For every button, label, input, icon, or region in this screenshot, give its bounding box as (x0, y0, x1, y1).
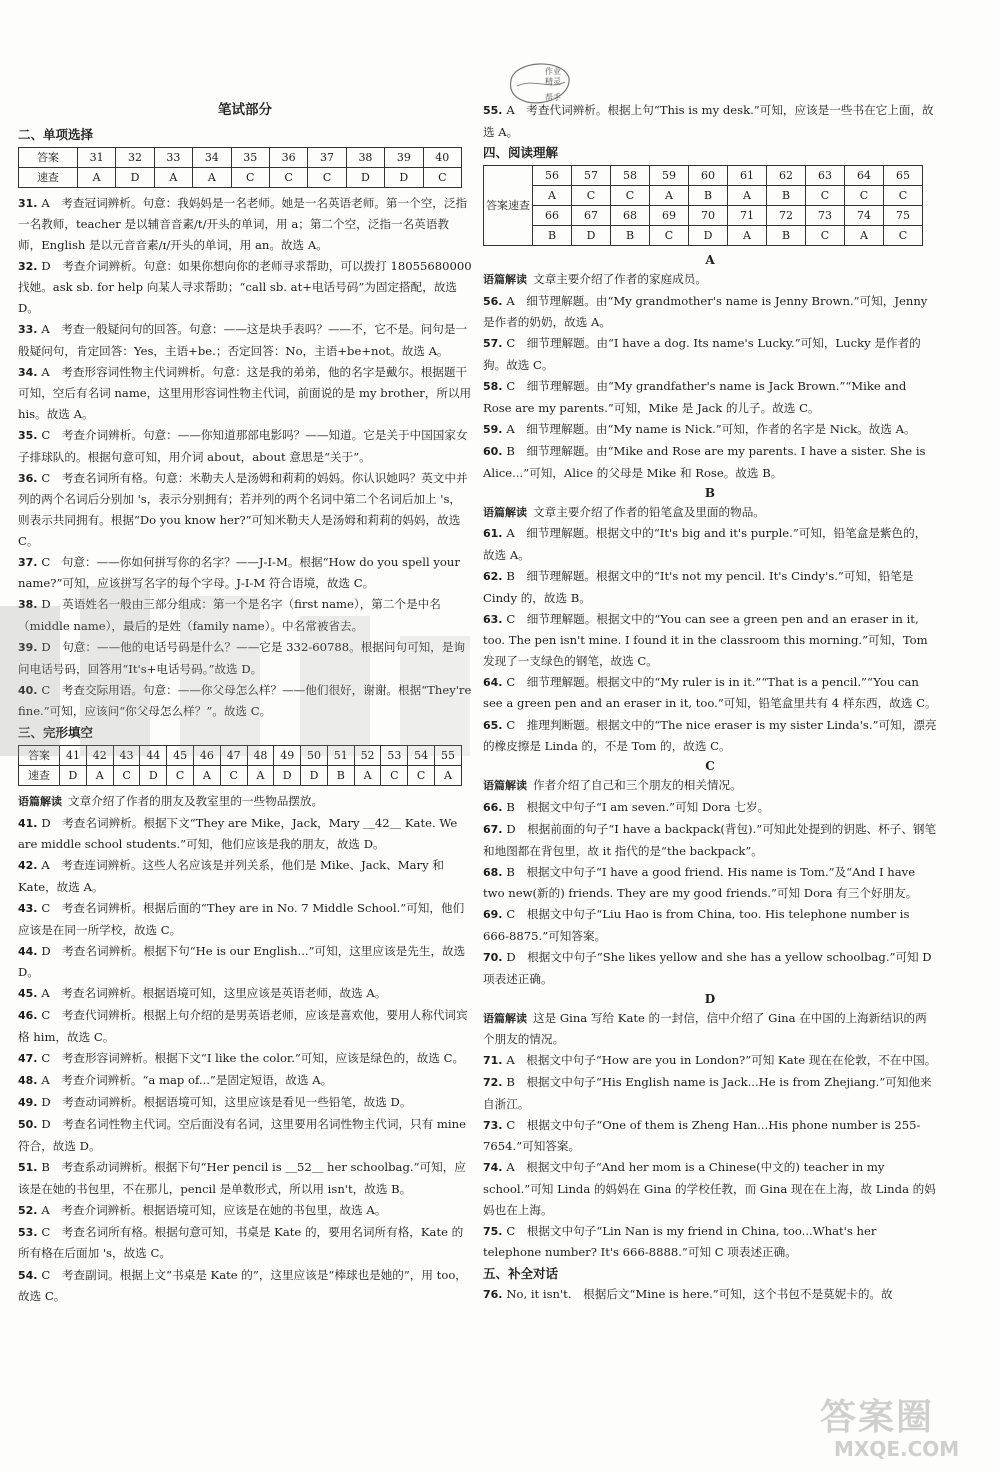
reading-text: 作者介绍了自己和三个朋友的相关情况。 (533, 778, 742, 793)
table-row (19, 167, 462, 187)
item-text: C 细节理解题。根据文中的“You can see a green pen and an eraser in it, too. The pen isn't mine. I found it in the classroom this morning.”可知，Tom 发现了一支绿色的钢笔，故选 C。 (483, 611, 928, 668)
table-row (19, 147, 462, 167)
question-number-cell: 36 (269, 147, 307, 167)
row-header-cell: 速查 (19, 167, 78, 187)
explanation-item (483, 523, 937, 565)
item-text: A 细节理解题。根据文中的“It's big and it's purple.”可知，铅笔盒是紫色的，故选 A。 (483, 526, 927, 562)
passage-letter: D (704, 991, 716, 1006)
cloze-explanations (18, 813, 472, 1307)
answer-cell: C (231, 167, 269, 187)
question-number-cell: 43 (113, 745, 140, 765)
question-number-cell: 73 (806, 206, 845, 226)
answer-cell: B (327, 765, 354, 785)
item-text: B 根据文中句子“I have a good friend. His name is Tom.”及“And I have two new(新的) friends. They are my good friends.”可知 Dora 有三个好朋友。 (483, 864, 918, 901)
answer-cell: C (220, 765, 247, 785)
reading-label: 语篇解读 (18, 794, 62, 808)
item-number: 42. (18, 859, 42, 873)
item-text: C 句意：——你如何拼写你的名字？——J-I-M。根据“How do you spell your name?”可知，应该拼写名字的每个字母。J-I-M 符合语境，故选 C。 (18, 554, 460, 591)
item-number: 47. (18, 1052, 42, 1066)
row-header-cell: 答案速查 (484, 166, 533, 246)
answer-cell: A (728, 226, 767, 246)
question-number-cell: 48 (247, 745, 274, 765)
answer-cell: A (354, 765, 381, 785)
explanation-item (18, 362, 472, 425)
answer-cell: C (650, 226, 689, 246)
answer-cell: D (274, 765, 301, 785)
stamp-text-2: 精灵 (545, 77, 561, 86)
item-text: C 细节理解题。由“My grandfather's name is Jack Brown.”“Mike and Rose are my parents.”可知，Mike 是 Jack 的儿子。故选 C。 (483, 379, 907, 415)
answer-cell: A (77, 167, 115, 187)
explanation-item (483, 609, 937, 672)
question-number-cell: 67 (572, 206, 611, 226)
item-text: D 考查名词性物主代词。空后面没有名词，这里要用名词性物主代词，只有 mine 符合，故选 D。 (18, 1117, 466, 1153)
answer-cell: A (533, 186, 572, 206)
answer-cell: B (767, 226, 806, 246)
question-number-cell: 38 (346, 147, 384, 167)
question-number-cell: 72 (767, 206, 806, 226)
item-number: 68. (483, 865, 507, 879)
explanation-item (483, 1050, 937, 1072)
reading-summary (18, 791, 472, 813)
item-text: B 细节理解题。根据文中的“It's not my pencil. It's Cindy's.”可知，铅笔是 Cindy 的，故选 B。 (483, 568, 914, 605)
reading-label: 语篇解读 (483, 273, 527, 287)
item-number: 32. (18, 259, 42, 273)
answer-cell: D (572, 226, 611, 246)
item-number: 31. (18, 196, 42, 210)
section-reading-heading: 四、阅读理解 (483, 145, 559, 161)
answer-cell: C (423, 167, 461, 187)
item-text: B 根据文中句子“I am seven.”可知 Dora 七岁。 (506, 799, 770, 814)
answer-cell: D (385, 167, 423, 187)
stamp-text-1: 作业 (545, 67, 561, 76)
question-number-cell: 51 (327, 745, 354, 765)
section-dialogue-heading: 五、补全对话 (483, 1265, 559, 1281)
item-number: 43. (18, 901, 42, 915)
question-number-cell: 35 (231, 147, 269, 167)
explanation-item (18, 1222, 472, 1264)
explanation-item (483, 862, 937, 904)
explanation-item (18, 855, 472, 897)
item-number: 35. (18, 429, 42, 443)
explanation-item (18, 898, 472, 940)
item-text: A 考查一般疑问句的回答。句意：——这是块手表吗？——不，它不是。问句是一般疑问句，肯定回答：Yes，主语+be.；否定回答：No，主语+be+not。故选 A。 (18, 322, 468, 358)
item-text: A 考查冠词辨析。句意：我妈妈是一名老师。她是一名英语老师。第一个空，泛指一名教师，teacher 是以辅音音素/t/开头的单词，用 a；第二个空，泛指一名英语教师，English 是以元音音素/ɪ/开头的单词，用 an。故选 A。 (18, 195, 468, 252)
answer-cell: C (806, 186, 845, 206)
question-number-cell: 31 (77, 147, 115, 167)
explanation-item (18, 1200, 472, 1222)
explanation-item (18, 319, 472, 361)
question-number-cell: 69 (650, 206, 689, 226)
explanation-item (483, 291, 937, 333)
explanation-item (483, 566, 937, 608)
reading-summary (483, 502, 937, 524)
item-text: D 考查名词辨析。根据下句“He is our English...”可知，这里应该是先生，故选 D。 (18, 943, 466, 980)
question-number-cell: 64 (845, 166, 884, 186)
watermark-logo-text: 答案圈 (820, 1397, 935, 1438)
section-cloze-heading: 三、完形填空 (18, 724, 94, 740)
reading-label: 语篇解读 (483, 505, 527, 519)
explanation-item (18, 680, 472, 722)
question-number-cell: 34 (193, 147, 231, 167)
table-row (484, 226, 923, 246)
reading-text: 文章主要介绍了作者的家庭成员。 (533, 272, 707, 287)
question-number-cell: 58 (611, 166, 650, 186)
item-text: A 考查名词辨析。根据语境可知，这里应该是英语老师，故选 A。 (41, 986, 387, 1001)
item-number: 72. (483, 1075, 507, 1089)
item-text: A 考查介词辨析。“a map of...”是固定短语，故选 A。 (41, 1073, 333, 1088)
question-number-cell: 47 (220, 745, 247, 765)
explanation-item (483, 1221, 937, 1263)
left-column (18, 100, 472, 1307)
passage-letter: C (705, 759, 715, 774)
answer-cell: C (845, 186, 884, 206)
answer-cell: A (193, 765, 220, 785)
answer-cell: A (193, 167, 231, 187)
explanation-item (18, 1114, 472, 1156)
explanation-item (18, 468, 472, 551)
explanation-item (18, 1048, 472, 1070)
item-text: D 根据前面的句子“I have a backpack(背包).”可知此处提到的钥匙、杯子、钢笔和地图都在背包里，故 it 指代的是“the backpack”。 (483, 821, 937, 858)
question-number-cell: 46 (193, 745, 220, 765)
item-number: 34. (18, 365, 42, 379)
question-number-cell: 70 (689, 206, 728, 226)
item-text: A 细节理解题。由“My grandmother's name is Jenny Brown.”可知，Jenny 是作者的奶奶，故选 A。 (483, 293, 928, 330)
question-number-cell: 53 (381, 745, 408, 765)
item-number: 51. (18, 1161, 42, 1175)
item-text: A 考查形容词性物主代词辨析。句意：这是我的弟弟，他的名字是戴尔。根据题干可知，空后有名词 name，这里用形容词性物主代词，前面说的是 my brother，所以用 his。故选 A。 (18, 364, 472, 422)
item-text: D 考查名词辨析。根据下文“They are Mike，Jack，Mary ＿42＿ Kate. We are middle school students.”可知，他们应该是我的朋友，故选 D。 (18, 815, 458, 852)
watermark-logo (820, 1398, 990, 1464)
answer-cell: A (154, 167, 192, 187)
row-header-cell: 速查 (19, 765, 60, 785)
item-text: C 根据文中句子“Lin Nan is my friend in China, too...What's her telephone number? It's 666-8888.”可知 C 项表述正确。 (483, 1223, 877, 1260)
reading-label: 语篇解读 (483, 779, 527, 793)
question-number-cell: 33 (154, 147, 192, 167)
reading-summary (483, 269, 937, 291)
item-text: C 考查名词所有格。句意：米勒夫人是汤姆和莉莉的妈妈。你认识她吗？英文中并列的两个名词后分别加 's，表示分别拥有；若并列的两个名词中第二个名词后加上 's，则表示共同拥有。根据“Do you know her?”可知米勒夫人是汤姆和莉莉的妈妈，故选 C。 (18, 470, 468, 548)
item-number: 60. (483, 444, 507, 458)
answer-cell: C (308, 167, 346, 187)
reading-summary (483, 1008, 937, 1050)
explanation-item (18, 637, 472, 679)
answer-cell: C (408, 765, 435, 785)
question-number-cell: 42 (86, 745, 113, 765)
item-text: D 考查介词辨析。句意：如果你想向你的老师寻求帮助，可以拨打 18055680000 找她。ask sb. for help 向某人寻求帮助；“call sb. at+电话号码”为固定搭配，故选 D。 (18, 258, 472, 316)
question-number-cell: 52 (354, 745, 381, 765)
passage-letter: B (704, 485, 716, 500)
reading-passages (483, 251, 937, 1263)
question-number-cell: 56 (533, 166, 572, 186)
item-text: A 考查介词辨析。根据语境可知，应该是在她的书包里，故选 A。 (41, 1202, 387, 1217)
answer-table-41-55 (18, 745, 462, 786)
item-number: 36. (18, 471, 42, 485)
answer-cell: A (845, 226, 884, 246)
answer-cell: D (301, 765, 328, 785)
question-number-cell: 65 (884, 166, 923, 186)
item-text: C 考查名词所有格。根据句意可知，书桌是 Kate 的，要用名词所有格，Kate 的所有格在后面加 's，故选 C。 (18, 1224, 464, 1261)
item-text: A 细节理解题。由“My name is Nick.”可知，作者的名字是 Nick。故选 A。 (506, 421, 916, 436)
explanation-item (483, 947, 937, 989)
item-number: 53. (18, 1225, 42, 1239)
item-text: B 根据文中句子“His English name is Jack...He is from Zhejiang.”可知他来自浙江。 (483, 1074, 932, 1111)
item-number: 33. (18, 323, 42, 337)
right-column (483, 100, 937, 1306)
item-number: 50. (18, 1118, 42, 1132)
explanation-item (18, 256, 472, 319)
answer-cell: A (728, 186, 767, 206)
explanation-item (483, 1157, 937, 1220)
reading-text: 文章主要介绍了作者的铅笔盒及里面的物品。 (533, 504, 765, 519)
watermark-url: MXQE.COM (834, 1437, 960, 1461)
item-number: 54. (18, 1268, 42, 1282)
answer-cell: C (884, 186, 923, 206)
explanation-item (18, 594, 472, 636)
answer-cell: B (767, 186, 806, 206)
item-text: C 考查代词辨析。根据上句介绍的是男英语老师，应该是喜欢他，要用人称代词宾格 him，故选 C。 (18, 1008, 468, 1044)
explanation-item (18, 1265, 472, 1307)
explanation-item (483, 1115, 937, 1157)
item-text: C 考查形容词辨析。根据下文“I like the color.”可知，应该是绿色的，故选 C。 (41, 1051, 465, 1066)
explanation-item (18, 813, 472, 855)
row-header-cell: 答案 (19, 745, 60, 765)
answer-cell: B (689, 186, 728, 206)
explanation-item (483, 419, 937, 441)
item-number: 49. (18, 1096, 42, 1110)
answer-cell: C (269, 167, 307, 187)
question-number-cell: 55 (435, 745, 462, 765)
table-row (19, 745, 462, 765)
item-number: 76. (483, 1287, 507, 1301)
explanation-item (483, 333, 937, 375)
item-number: 69. (483, 908, 507, 922)
explanation-item (483, 376, 937, 418)
question-number-cell: 61 (728, 166, 767, 186)
explanation-item (483, 797, 937, 819)
explanation-item (18, 983, 472, 1005)
item-number: 59. (483, 422, 507, 436)
item-text: B 细节理解题。由“Mike and Rose are my parents. I have a sister. She is Alice...”可知，Alice 的父母是 Mike 和 Rose。故选 B。 (483, 443, 926, 480)
item-text: D 英语姓名一般由三部分组成：第一个是名字（first name），第二个是中名（middle name），最后的是姓（family name）。中名常被省去。 (18, 597, 441, 633)
passage-letter: A (705, 253, 715, 268)
table-row (484, 206, 923, 226)
page-title: 笔试部分 (218, 102, 272, 118)
item-number: 61. (483, 527, 507, 541)
item-number: 48. (18, 1074, 42, 1088)
reading-label: 语篇解读 (483, 1011, 527, 1025)
question-number-cell: 66 (533, 206, 572, 226)
item-number: 40. (18, 683, 42, 697)
item-number: 39. (18, 641, 42, 655)
reading-text: 文章介绍了作者的朋友及教室里的一些物品摆放。 (68, 793, 324, 808)
answer-table-31-40 (18, 147, 462, 188)
explanation-item (18, 1157, 472, 1199)
item-text: C 考查副词。根据上文“书桌是 Kate 的”，这里应该是“棒球也是她的”，用 too，故选 C。 (18, 1267, 467, 1304)
question-number-cell: 39 (385, 147, 423, 167)
row-header-cell: 答案 (19, 147, 78, 167)
table-row (484, 186, 923, 206)
answer-cell: C (113, 765, 140, 785)
table-row (19, 765, 462, 785)
item-text: C 考查名词辨析。根据后面的“They are in No. 7 Middle School.”可知，他们应该是在同一所学校，故选 C。 (18, 900, 465, 937)
explanation-item (483, 441, 937, 483)
explanation-item (483, 672, 937, 714)
item-number: 52. (18, 1203, 42, 1217)
answer-cell: B (611, 226, 650, 246)
answer-cell: D (60, 765, 87, 785)
item-text: C 推理判断题。根据文中的“The nice eraser is my sister Linda's.”可知，漂亮的橡皮擦是 Linda 的，不是 Tom 的，故选 C。 (483, 717, 937, 754)
item-text: B 考查系动词辨析。根据下句“Her pencil is ＿52＿ her schoolbag.”可知，应该是在她的书包里，不在那儿，pencil 是单数形式，所以用 isn't，故选 B。 (18, 1160, 466, 1196)
item-number: 56. (483, 294, 507, 308)
answer-cell: C (611, 186, 650, 206)
explanation-item (18, 941, 472, 983)
question-number-cell: 68 (611, 206, 650, 226)
explanation-item (483, 819, 937, 861)
reading-summary (483, 775, 937, 797)
explanation-item (18, 425, 472, 467)
question-number-cell: 54 (408, 745, 435, 765)
answer-cell: C (167, 765, 194, 785)
answer-cell: D (140, 765, 167, 785)
item-number: 45. (18, 987, 42, 1001)
question-number-cell: 32 (116, 147, 154, 167)
explanation-item (483, 100, 937, 142)
item-text: A 根据文中句子“How are you in London?”可知 Kate 现在在伦敦，不在中国。 (506, 1052, 937, 1067)
question-number-cell: 62 (767, 166, 806, 186)
answer-cell: D (689, 226, 728, 246)
answer-cell: A (247, 765, 274, 785)
item-number: 71. (483, 1053, 507, 1067)
item-number: 37. (18, 555, 42, 569)
item-number: 73. (483, 1118, 507, 1132)
section-single-choice-heading: 二、单项选择 (18, 126, 94, 142)
item-text: C 细节理解题。根据文中的“My ruler is in it.”“That is a pencil.”“You can see a green pen and an eraser in it, too.”可知，铅笔盒里共有 4 样东西，故选 C。 (483, 674, 937, 711)
item-number: 58. (483, 380, 507, 394)
item-number: 70. (483, 951, 507, 964)
question-number-cell: 74 (845, 206, 884, 226)
table-row (484, 166, 923, 186)
item-number: 41. (18, 816, 42, 830)
item-text: No, it isn't. 根据后文“Mine is here.”可知，这个书包不是莫妮卡的。故 (506, 1286, 893, 1301)
item-text: D 根据文中句子“She likes yellow and she has a yellow schoolbag.”可知 D 项表述正确。 (483, 950, 932, 986)
question-number-cell: 49 (274, 745, 301, 765)
item-number: 66. (483, 800, 507, 814)
question-number-cell: 50 (301, 745, 328, 765)
answer-table-56-75 (483, 165, 923, 246)
item-number: 44. (18, 944, 42, 958)
item-text: A 考查代词辨析。根据上句“This is my desk.”可知，应该是一些书在它上面，故选 A。 (483, 103, 934, 139)
explanation-item (18, 552, 472, 594)
item-number: 38. (18, 598, 42, 612)
item-text: C 细节理解题。由“I have a dog. Its name's Lucky.”可知，Lucky 是作者的狗。故选 C。 (483, 336, 921, 373)
answer-cell: A (86, 765, 113, 785)
explanation-item (483, 1284, 937, 1306)
question-number-cell: 75 (884, 206, 923, 226)
answer-cell: D (116, 167, 154, 187)
explanation-item (483, 1072, 937, 1114)
item-text: D 句意：——他的电话号码是什么？——它是 332-60788。根据问句可知，是询问电话号码，回答用“It's+电话号码。”故选 D。 (18, 640, 466, 676)
explanation-item (18, 1092, 472, 1114)
answer-cell: C (884, 226, 923, 246)
item-text: A 根据文中句子“And her mom is a Chinese(中文的) teacher in my school.”可知 Linda 的妈妈在 Gina 的学校任教，而 Gina 现在在上海，故 Linda 的妈妈也在上海。 (483, 1160, 936, 1217)
question-number-cell: 60 (689, 166, 728, 186)
item-text: C 根据文中句子“One of them is Zheng Han...His phone number is 255-7654.”可知答案。 (483, 1117, 921, 1154)
single-choice-explanations (18, 193, 472, 722)
answer-cell: B (533, 226, 572, 246)
item-text: C 根据文中句子“Liu Hao is from China, too. His telephone number is 666-8875.”可知答案。 (483, 907, 910, 943)
question-number-cell: 71 (728, 206, 767, 226)
item-number: 46. (18, 1009, 42, 1023)
item-text: C 考查交际用语。句意：——你父母怎么样？——他们很好，谢谢。根据“They're fine.”可知，应该问“你父母怎么样？”。故选 C。 (18, 682, 472, 719)
reading-text: 这是 Gina 写给 Kate 的一封信，信中介绍了 Gina 在中国的上海新结识的两个朋友的情况。 (483, 1010, 927, 1047)
item-number: 63. (483, 612, 507, 626)
question-number-cell: 41 (60, 745, 87, 765)
item-number: 64. (483, 675, 507, 689)
answer-cell: D (346, 167, 384, 187)
item-number: 74. (483, 1161, 507, 1175)
item-number: 62. (483, 569, 507, 583)
explanation-item (483, 904, 937, 946)
item-number: 57. (483, 337, 507, 351)
item-number: 55. (483, 104, 507, 117)
explanation-item (18, 1070, 472, 1092)
item-text: C 考查介词辨析。句意：——你知道那部电影吗？——知道。它是关于中国国家女子排球队的。根据句意可知，用介词 about，about 意思是“关于”。 (18, 428, 468, 464)
answer-cell: C (806, 226, 845, 246)
item-text: D 考查动词辨析。根据语境可知，这里应该是看见一些铅笔，故选 D。 (41, 1095, 412, 1110)
item-number: 67. (483, 822, 507, 836)
explanation-item (483, 715, 937, 757)
item-number: 75. (483, 1224, 507, 1238)
question-number-cell: 63 (806, 166, 845, 186)
question-number-cell: 40 (423, 147, 461, 167)
answer-cell: A (435, 765, 462, 785)
question-number-cell: 37 (308, 147, 346, 167)
answer-cell: C (572, 186, 611, 206)
stamp-text-3: 帮手 (545, 93, 561, 102)
item-text: A 考查连词辨析。这些人名应该是并列关系，他们是 Mike、Jack、Mary 和 Kate，故选 A。 (18, 858, 444, 894)
explanation-item (18, 1005, 472, 1047)
question-number-cell: 44 (140, 745, 167, 765)
answer-cell: C (381, 765, 408, 785)
question-number-cell: 59 (650, 166, 689, 186)
item-number: 65. (483, 718, 507, 732)
question-number-cell: 57 (572, 166, 611, 186)
answer-cell: A (650, 186, 689, 206)
question-number-cell: 45 (167, 745, 194, 765)
explanation-item (18, 193, 472, 256)
